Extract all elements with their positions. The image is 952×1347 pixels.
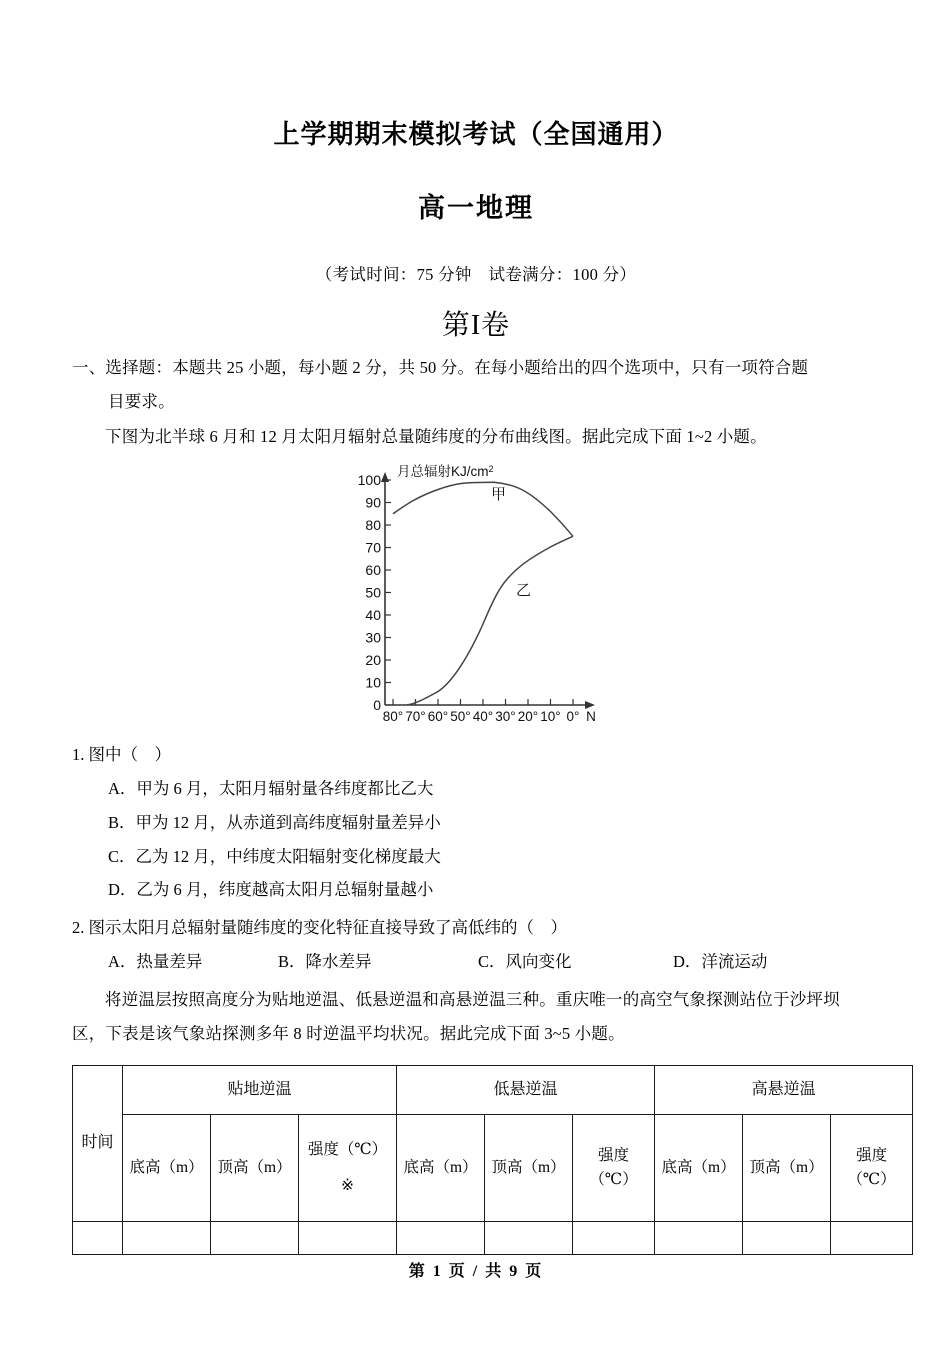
question-2 xyxy=(72,911,880,979)
passage-2 xyxy=(72,983,880,1051)
table-subheader-g3-bottom: 底高（m） xyxy=(655,1114,743,1221)
question-2-number: 2. xyxy=(72,918,85,938)
exam-meta: （考试时间：75 分钟 试卷满分：100 分） xyxy=(315,264,637,284)
table-header-time: 时间 xyxy=(73,1065,123,1221)
series-jia-label: 甲 xyxy=(491,486,507,504)
question-2-option-a[interactable]: A．热量差异 xyxy=(108,952,203,972)
svg-text:30: 30 xyxy=(365,629,381,646)
svg-text:0°: 0° xyxy=(566,709,580,725)
table-cell xyxy=(211,1221,299,1254)
svg-text:100: 100 xyxy=(357,472,381,489)
table-subheader-g1-bottom: 底高（m） xyxy=(123,1114,211,1221)
table-subheader-g3-intensity-unit: （℃） xyxy=(847,1170,896,1188)
svg-text:70: 70 xyxy=(365,539,381,556)
instructions-line-1: 一、选择题：本题共 25 小题，每小题 2 分，共 50 分。在每小题给出的四个选项中，只有一项符合题 xyxy=(72,357,809,377)
table-subheader-g2-intensity-unit: （℃） xyxy=(589,1170,638,1188)
section-heading: 第I卷 xyxy=(441,309,511,341)
svg-text:80°: 80° xyxy=(382,709,404,725)
table-subheader-g3-top: 顶高（m） xyxy=(743,1114,831,1221)
series-jia-curve xyxy=(393,483,573,537)
table-cell xyxy=(123,1221,211,1254)
svg-text:10°: 10° xyxy=(540,709,561,725)
chart-svg xyxy=(341,462,611,734)
table-subheader-g1-intensity-label: 强度（℃） xyxy=(307,1141,388,1159)
question-1 xyxy=(72,738,880,907)
svg-text:50°: 50° xyxy=(450,709,471,725)
question-1-stem xyxy=(72,738,880,772)
subject-title: 高一地理 xyxy=(418,192,534,223)
svg-text:N: N xyxy=(586,709,596,725)
inversion-table-wrap xyxy=(72,1065,896,1255)
table-subheader-g2-intensity-label: 强度 xyxy=(598,1147,630,1165)
question-2-option-b[interactable]: B．降水差异 xyxy=(278,952,372,972)
question-1-option-b[interactable]: B．甲为 12 月，从赤道到高纬度辐射量差异小 xyxy=(108,812,441,832)
table-cell xyxy=(743,1221,831,1254)
chart-y-axis-label: 月总辐射$KJ/cm^2$ xyxy=(397,464,494,480)
svg-text:50: 50 xyxy=(365,584,381,601)
table-group-header-low-suspended: 低悬逆温 xyxy=(397,1065,655,1114)
table-row xyxy=(73,1221,913,1254)
question-2-text: 图示太阳月总辐射量随纬度的变化特征直接导致了高低纬的（ ） xyxy=(88,918,567,938)
radiation-latitude-chart xyxy=(72,462,880,734)
table-subheader-g1-intensity xyxy=(299,1114,397,1221)
svg-text:60°: 60° xyxy=(427,709,449,725)
table-subheader-g3-intensity-label: 强度 xyxy=(856,1147,888,1165)
table-cell xyxy=(655,1221,743,1254)
question-2-options xyxy=(72,945,880,979)
svg-text:20°: 20° xyxy=(517,709,539,725)
table-cell xyxy=(397,1221,485,1254)
page-title: 上学期期末模拟考试（全国通用） xyxy=(273,120,679,149)
table-group-header-high-suspended: 高悬逆温 xyxy=(655,1065,913,1114)
svg-text:80: 80 xyxy=(365,517,381,534)
table-subheader-g1-top: 顶高（m） xyxy=(211,1114,299,1221)
svg-text:20: 20 xyxy=(365,652,381,669)
svg-text:90: 90 xyxy=(365,494,381,511)
table-cell xyxy=(573,1221,655,1254)
table-cell xyxy=(299,1221,397,1254)
svg-text:40°: 40° xyxy=(472,709,494,725)
page-footer: 第 1 页 / 共 9 页 xyxy=(408,1263,544,1280)
svg-text:30°: 30° xyxy=(495,709,516,725)
table-subheader-g3-intensity xyxy=(831,1114,913,1221)
question-2-stem xyxy=(72,911,880,945)
table-subheader-g2-top: 顶高（m） xyxy=(485,1114,573,1221)
table-subheader-g2-intensity xyxy=(573,1114,655,1221)
passage-1: 下图为北半球 6 月和 12 月太阳月辐射总量随纬度的分布曲线图。据此完成下面 1~2 小题。 xyxy=(105,427,767,447)
series-yi-curve xyxy=(407,537,573,706)
question-1-number: 1. xyxy=(72,745,85,765)
table-subheader-g2-bottom: 底高（m） xyxy=(397,1114,485,1221)
series-yi-label: 乙 xyxy=(516,582,532,600)
table-cell xyxy=(485,1221,573,1254)
svg-text:70°: 70° xyxy=(405,709,426,725)
passage-2-line-1: 将逆温层按照高度分为贴地逆温、低悬逆温和高悬逆温三种。重庆唯一的高空气象探测站位于沙坪坝 xyxy=(105,989,840,1009)
inversion-table xyxy=(72,1065,913,1255)
question-1-option-a[interactable]: A．甲为 6 月，太阳月辐射量各纬度都比乙大 xyxy=(108,779,434,799)
question-1-option-d[interactable]: D．乙为 6 月，纬度越高太阳月总辐射量越小 xyxy=(108,880,434,900)
table-cell xyxy=(73,1221,123,1254)
question-2-option-d[interactable]: D．洋流运动 xyxy=(673,952,768,972)
svg-text:40: 40 xyxy=(365,607,381,624)
table-subheader-g1-intensity-note: ※ xyxy=(341,1176,355,1194)
svg-text:0: 0 xyxy=(373,697,381,714)
question-2-option-c[interactable]: C．风向变化 xyxy=(478,952,572,972)
svg-text:10: 10 xyxy=(365,674,381,691)
instructions-line-2: 目要求。 xyxy=(108,391,175,411)
question-1-text: 图中（ ） xyxy=(88,745,171,765)
passage-2-line-2: 区，下表是该气象站探测多年 8 时逆温平均状况。据此完成下面 3~5 小题。 xyxy=(72,1023,625,1043)
table-cell xyxy=(831,1221,913,1254)
table-group-header-near-ground: 贴地逆温 xyxy=(123,1065,397,1114)
question-1-option-c[interactable]: C．乙为 12 月，中纬度太阳辐射变化梯度最大 xyxy=(108,846,441,866)
svg-text:60: 60 xyxy=(365,562,381,579)
